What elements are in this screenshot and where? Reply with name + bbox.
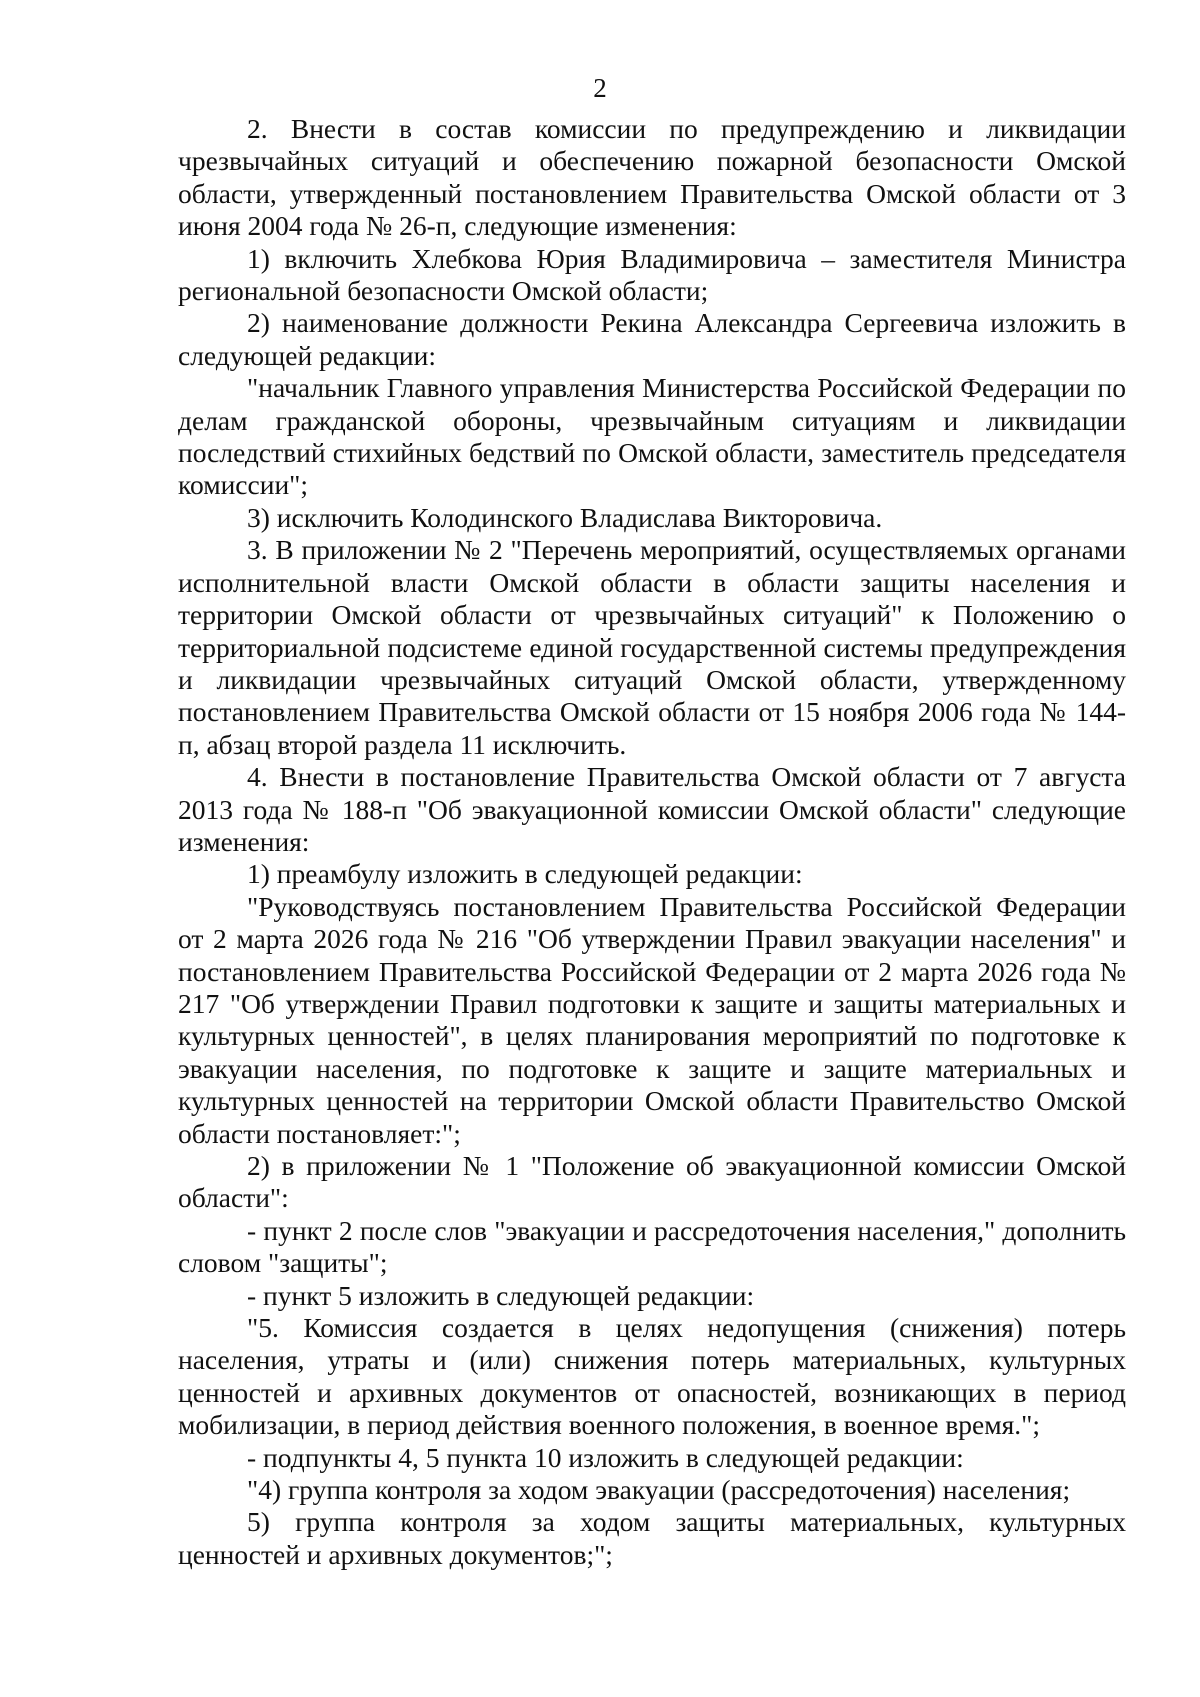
paragraph-dash-clause-2: - пункт 2 после слов "эвакуации и рассредоточения населения," дополнить словом "защиты"; — [178, 1214, 1126, 1279]
paragraph-subitem-2-2: 2) наименование должности Рекина Александра Сергеевича изложить в следующей редакции: — [178, 307, 1126, 371]
document-body — [178, 113, 1126, 1571]
paragraph-subitem-4-2: 2) в приложении № 1 "Положение об эвакуационной комиссии Омской области": — [178, 1150, 1126, 1214]
paragraph-dash-clause-5: - пункт 5 изложить в следующей редакции: — [247, 1279, 755, 1311]
paragraph-item-2: 2. Внести в состав комиссии по предупреждению и ликвидации чрезвычайных ситуаций и обеспечению пожарной безопасности Омской области, утвержденный постановлением Правительства Омской области от 3 июня 2004 года № 26-п, следующие изменения: — [178, 113, 1126, 242]
paragraph-quote-preamble: "Руководствуясь постановлением Правительства Российской Федерации от 2 марта 2026 года № 216 "Об утверждении Правил эвакуации населения" и постановлением Правительства Российской Федерации от 2 марта 2026 года № 217 "Об утверждении Правил подготовки к защите и защиты материальных и культурных ценностей", в целях планирования мероприятий по подготовке к эвакуации населения, по подготовке к защите и защите материальных и культурных ценностей на территории Омской области Правительство Омской области постановляет:"; — [178, 890, 1126, 1149]
paragraph-item-3: 3. В приложении № 2 "Перечень мероприятий, осуществляемых органами исполнительной власти Омской области в области защиты населения и территории Омской области от чрезвычайных ситуаций" к Положению о территориальной подсистеме единой государственной системы предупреждения и ликвидации чрезвычайных ситуаций Омской области, утвержденному постановлением Правительства Омской области от 15 ноября 2006 года № 144-п, абзац второй раздела 11 исключить. — [178, 534, 1126, 760]
paragraph-quote-clause-5: "5. Комиссия создается в целях недопущения (снижения) потерь населения, утраты и (или) снижения потерь материальных, культурных ценностей и архивных документов от опасностей, возникающих в период мобилизации, в период действия военного положения, в военное время."; — [178, 1312, 1126, 1441]
paragraph-quote-subclause-5: 5) группа контроля за ходом защиты материальных, культурных ценностей и архивных документов;"; — [178, 1506, 1126, 1570]
paragraph-item-4: 4. Внести в постановление Правительства Омской области от 7 августа 2013 года № 188-п "Об эвакуационной комиссии Омской области" следующие изменения: — [178, 761, 1126, 857]
page-number: 2 — [593, 73, 607, 103]
paragraph-subitem-2-3: 3) исключить Колодинского Владислава Викторовича. — [247, 501, 883, 533]
paragraph-dash-clause-10: - подпункты 4, 5 пункта 10 изложить в следующей редакции: — [247, 1441, 964, 1473]
paragraph-subitem-4-1: 1) преамбулу изложить в следующей редакции: — [247, 858, 803, 890]
paragraph-quote-subclause-4: "4) группа контроля за ходом эвакуации (рассредоточения) населения; — [247, 1474, 1071, 1506]
paragraph-subitem-2-1: 1) включить Хлебкова Юрия Владимировича – заместителя Министра региональной безопасности Омской области; — [178, 242, 1126, 307]
paragraph-quote-position-title: "начальник Главного управления Министерства Российской Федерации по делам гражданской обороны, чрезвычайным ситуациям и ликвидации последствий стихийных бедствий по Омской области, заместитель председателя комиссии"; — [178, 372, 1126, 501]
